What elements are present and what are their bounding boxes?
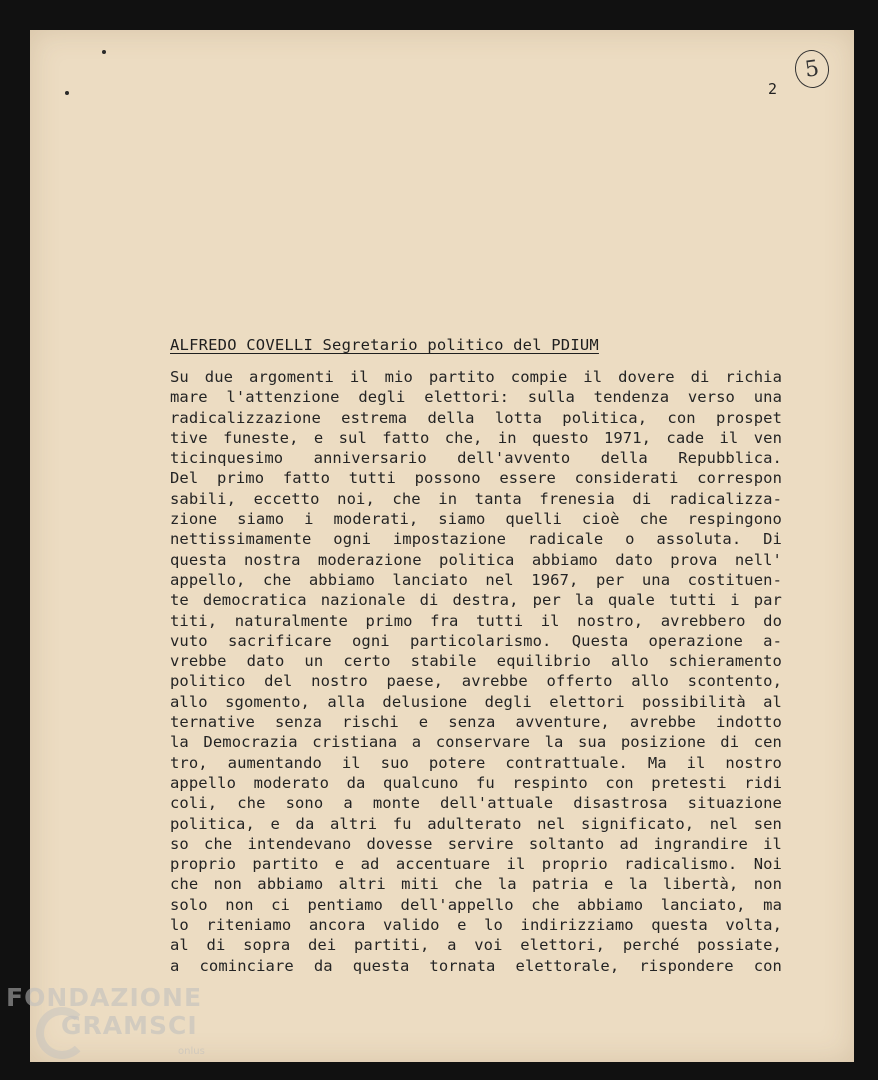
text-line: che non abbiamo altri miti che la patria e la libertà, non bbox=[170, 875, 782, 894]
page-title: ALFREDO COVELLI Segretario politico del PDIUM bbox=[170, 336, 599, 354]
watermark-logo bbox=[6, 983, 205, 1057]
document-page bbox=[30, 30, 854, 1062]
text-line: appello, che abbiamo lanciato nel 1967, per una costituen- bbox=[170, 570, 782, 589]
text-line: proprio partito e ad accentuare il proprio radicalismo. Noi bbox=[170, 855, 782, 874]
text-line: coli, che sono a monte dell'attuale disastrosa situazione bbox=[170, 794, 782, 813]
text-line: lo riteniamo ancora valido e lo indirizziamo questa volta, bbox=[170, 916, 782, 935]
paper-speck bbox=[102, 50, 106, 54]
paper-speck bbox=[65, 91, 69, 95]
text-line: Del primo fatto tutti possono essere considerati correspon bbox=[170, 469, 782, 488]
text-line: appello moderato da qualcuno fu respinto con pretesti ridi bbox=[170, 773, 782, 792]
text-line: questa nostra moderazione politica abbiamo dato prova nell' bbox=[170, 550, 782, 569]
body-text bbox=[170, 367, 782, 976]
text-line: vrebbe dato un certo stabile equilibrio allo schieramento bbox=[170, 652, 782, 671]
text-line: sabili, eccetto noi, che in tanta frenesia di radicalizza- bbox=[170, 489, 782, 508]
text-line: a cominciare da questa tornata elettorale, rispondere con bbox=[170, 956, 782, 975]
text-line: allo sgomento, alla delusione degli elettori possibilità al bbox=[170, 692, 782, 711]
watermark-line2: GRAMSCI bbox=[61, 1011, 198, 1040]
text-line: titi, naturalmente primo fra tutti il nostro, avrebbero do bbox=[170, 611, 782, 630]
text-line: vuto sacrificare ogni particolarismo. Questa operazione a- bbox=[170, 631, 782, 650]
archive-number: 5 bbox=[793, 48, 832, 90]
watermark-sub: onlus bbox=[178, 1046, 205, 1057]
text-line: tive funeste, e sul fatto che, in questo 1971, cade il ven bbox=[170, 428, 782, 447]
text-line: ticinquesimo anniversario dell'avvento della Repubblica. bbox=[170, 449, 782, 468]
text-line: ternative senza rischi e senza avventure, avrebbe indotto bbox=[170, 713, 782, 732]
text-line: zione siamo i moderati, siamo quelli cioè che respingono bbox=[170, 510, 782, 529]
text-line: politico del nostro paese, avrebbe offerto allo scontento, bbox=[170, 672, 782, 691]
text-line: nettissimamente ogni impostazione radicale o assoluta. Di bbox=[170, 530, 782, 549]
page-number: 2 bbox=[768, 80, 778, 98]
text-line: mare l'attenzione degli elettori: sulla tendenza verso una bbox=[170, 388, 782, 407]
text-line: so che intendevano dovesse servire soltanto ad ingrandire il bbox=[170, 834, 782, 853]
text-line: te democratica nazionale di destra, per la quale tutti i par bbox=[170, 591, 782, 610]
text-line: solo non ci pentiamo dell'appello che abbiamo lanciato, ma bbox=[170, 895, 782, 914]
watermark-line1: FONDAZIONE bbox=[6, 983, 203, 1012]
text-line: politica, e da altri fu adulterato nel significato, nel sen bbox=[170, 814, 782, 833]
text-line: al di sopra dei partiti, a voi elettori, perché possiate, bbox=[170, 936, 782, 955]
text-line: la Democrazia cristiana a conservare la sua posizione di cen bbox=[170, 733, 782, 752]
text-line: radicalizzazione estrema della lotta politica, con prospet bbox=[170, 408, 782, 427]
text-line: tro, aumentando il suo potere contrattuale. Ma il nostro bbox=[170, 753, 782, 772]
text-line: Su due argomenti il mio partito compie il dovere di richia bbox=[170, 368, 782, 386]
